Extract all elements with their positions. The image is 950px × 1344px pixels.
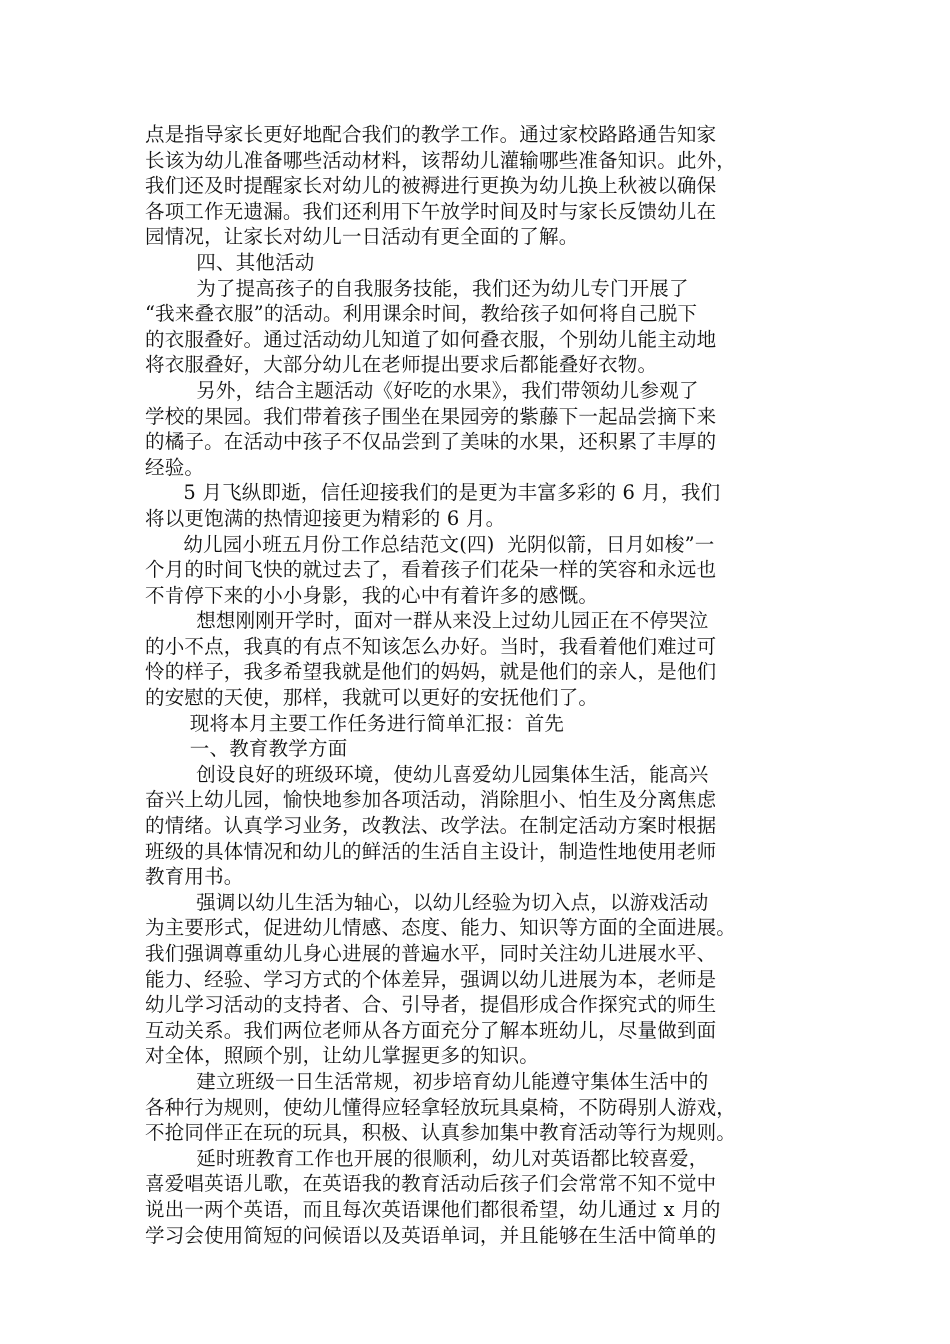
text-line: 想想刚刚开学时，面对一群从来没上过幼儿园正在不停哭泣 [145, 609, 709, 633]
text-line: 个月的时间飞快的就过去了，看着孩子们花朵一样的笑容和永远也 [145, 558, 717, 582]
text-line: 5 月飞纵即逝，信任迎接我们的是更为丰富多彩的 6 月，我们 [145, 481, 721, 505]
text-line: “我来叠衣服”的活动。利用课余时间，教给孩子如何将自己脱下 [145, 302, 698, 326]
text-line: 园情况，让家长对幼儿一日活动有更全面的了解。 [145, 225, 579, 249]
text-line: 不抢同伴正在玩的玩具，积极、认真参加集中教育活动等行为规则。 [145, 1121, 737, 1145]
text-line: 教育用书。 [145, 865, 244, 889]
text-line: 怜的样子，我多希望我就是他们的妈妈，就是他们的亲人，是他们 [145, 660, 717, 684]
document-body [145, 122, 825, 1248]
text-line: 我们强调尊重幼儿身心进展的普遍水平，同时关注幼儿进展水平、 [145, 942, 717, 965]
text-line: 学校的果园。我们带着孩子围坐在果园旁的紫藤下一起品尝摘下来 [145, 404, 717, 428]
text-line: 幼儿学习活动的支持者、合、引导者，提倡形成合作探究式的师生 [145, 993, 717, 1017]
text-line: 不肯停下来的小小身影，我的心中有着许多的感慨。 [145, 583, 599, 607]
text-line: 将衣服叠好，大部分幼儿在老师提出要求后都能叠好衣物。 [145, 353, 658, 377]
text-line: 能力、经验、学习方式的个体差异，强调以幼儿进展为本，老师是 [145, 967, 717, 991]
text-line: 幼儿园小班五月份工作总结范文(四) 光阴似箭，日月如梭”一 [145, 532, 715, 556]
text-line: 建立班级一日生活常规，初步培育幼儿能遵守集体生活中的 [145, 1069, 709, 1093]
text-line: 的衣服叠好。通过活动幼儿知道了如何叠衣服，个别幼儿能主动地 [145, 327, 717, 351]
text-line: 为了提高孩子的自我服务技能，我们还为幼儿专门开展了 [145, 276, 689, 300]
text-line: 的情绪。认真学习业务，改教法、改学法。在制定活动方案时根据 [145, 814, 717, 838]
text-line: 现将本月主要工作任务进行简单汇报：首先 [145, 711, 565, 735]
text-line: 的安慰的天使，那样，我就可以更好的安抚他们了。 [145, 686, 599, 710]
text-line: 互动关系。我们两位老师从各方面充分了解本班幼儿，尽量做到面 [145, 1018, 717, 1042]
text-line: 对全体，照顾个别，让幼儿掌握更多的知识。 [145, 1044, 540, 1068]
text-line: 各种行为规则，使幼儿懂得应轻拿轻放玩具桌椅，不防碍别人游戏， [145, 1095, 737, 1119]
text-line: 我们还及时提醒家长对幼儿的被褥进行更换为幼儿换上秋被以确保 [145, 174, 717, 198]
text-line: 说出一两个英语，而且每次英语课他们都很希望，幼儿通过 x 月的 [145, 1197, 721, 1221]
text-line: 奋兴上幼儿园，愉快地参加各项活动，消除胆小、怕生及分离焦虑 [145, 788, 717, 812]
text-line: 点是指导家长更好地配合我们的教学工作。通过家校路路通告知家 [145, 123, 717, 146]
text-line: 延时班教育工作也开展的很顺利，幼儿对英语都比较喜爱， [145, 1146, 709, 1170]
text-line: 学习会使用简短的问候语以及英语单词，并且能够在生活中简单的 [145, 1223, 717, 1247]
text-line: 将以更饱满的热情迎接更为精彩的 6 月。 [145, 506, 506, 530]
text-line: 四、其他活动 [145, 250, 315, 274]
text-line: 的橘子。在活动中孩子不仅品尝到了美味的水果，还积累了丰厚的 [145, 430, 717, 454]
text-line: 各项工作无遗漏。我们还利用下午放学时间及时与家长反馈幼儿在 [145, 199, 717, 223]
text-line: 强调以幼儿生活为轴心，以幼儿经验为切入点，以游戏活动 [145, 890, 709, 914]
text-line: 长该为幼儿准备哪些活动材料，该帮幼儿灌输哪些准备知识。此外， [145, 148, 737, 172]
text-line: 为主要形式，促进幼儿情感、态度、能力、知识等方面的全面进展。 [145, 916, 737, 940]
text-line: 另外，结合主题活动《好吃的水果》，我们带领幼儿参观了 [145, 378, 699, 402]
text-line: 创设良好的班级环境，使幼儿喜爱幼儿园集体生活，能高兴 [145, 762, 709, 786]
text-line: 的小不点，我真的有点不知该怎么办好。当时，我看着他们难过可 [145, 634, 717, 658]
text-line: 喜爱唱英语儿歌，在英语我的教育活动后孩子们会常常不知不觉中 [145, 1172, 717, 1196]
text-line: 一、教育教学方面 [145, 737, 348, 761]
text-line: 经验。 [145, 455, 205, 479]
text-line: 班级的具体情况和幼儿的鲜活的生活自主设计，制造性地使用老师 [145, 839, 717, 863]
